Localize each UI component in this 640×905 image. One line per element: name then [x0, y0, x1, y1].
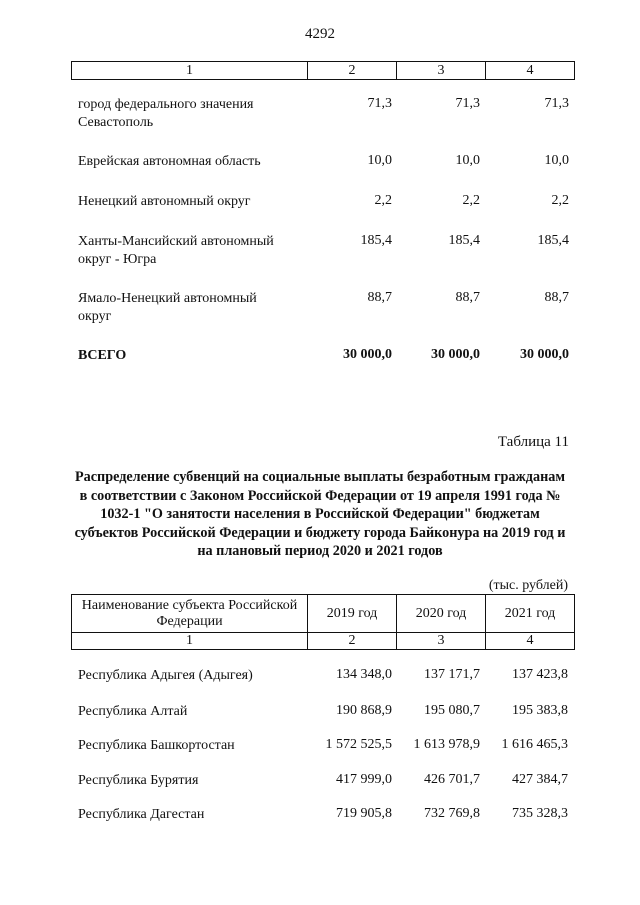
- table1-value-2020: 10,0: [455, 153, 480, 168]
- header-2021: 2021 год: [486, 595, 575, 633]
- col-number-2: 2: [308, 62, 397, 80]
- table-number: Таблица 11: [497, 434, 569, 450]
- table1-value-2021: 10,0: [544, 153, 569, 168]
- table2-row-name: Республика Башкортостан: [78, 738, 235, 753]
- header-subject-name: Наименование субъекта Российской Федерации: [72, 595, 308, 633]
- table2-value-2019: 417 999,0: [336, 772, 392, 787]
- table1-value-2019: 2,2: [374, 193, 392, 208]
- table1-value-2019: 185,4: [360, 233, 392, 248]
- table1-row-name: Еврейская автономная область: [78, 154, 261, 169]
- table2-row-name: Республика Алтай: [78, 704, 188, 719]
- table1-value-2019: 71,3: [367, 96, 392, 111]
- table1-value-2020: 2,2: [462, 193, 480, 208]
- table-title: Распределение субвенций на социальные выплаты безработным гражданам в соответствии с Законом Российской Федерации от 19 апреля 1991 года № 1032-1 "О занятости населения в Российской Федерации" бюджетам субъектов Российской Федерации и бюджету города Байконура на 2019 год и на плановый период 2020 и 2021 годов: [74, 469, 566, 559]
- table1-row-name: Ямало-Ненецкий автономный округ: [78, 291, 257, 324]
- table1-value-2020: 71,3: [455, 96, 480, 111]
- table2-value-2019: 134 348,0: [336, 667, 392, 682]
- table2-value-2021: 195 383,8: [512, 703, 568, 718]
- table1-value-2019: 10,0: [367, 153, 392, 168]
- table2-row-name: Республика Адыгея (Адыгея): [78, 668, 253, 683]
- table2-value-2021: 1 616 465,3: [501, 737, 568, 752]
- units-note: (тыс. рублей): [488, 578, 568, 593]
- table1-total-label: ВСЕГО: [78, 348, 127, 363]
- table1-value-2021: 2,2: [551, 193, 569, 208]
- table1-value-2021: 71,3: [544, 96, 569, 111]
- col-number-4: 4: [486, 62, 575, 80]
- table2-value-2020: 195 080,7: [424, 703, 480, 718]
- table2-value-2020: 426 701,7: [424, 772, 480, 787]
- table1-value-2021: 185,4: [537, 233, 569, 248]
- table1-row-name: город федерального значения Севастополь: [78, 97, 254, 130]
- table2-value-2021: 735 328,3: [512, 806, 568, 821]
- table2-header: [71, 594, 575, 650]
- page-number: 4292: [305, 26, 335, 42]
- table1-row-name: Ненецкий автономный округ: [78, 194, 251, 209]
- table1-value-2021: 88,7: [544, 290, 569, 305]
- col-number-1: 1: [72, 62, 308, 80]
- table1-total-2021: 30 000,0: [520, 347, 569, 362]
- table1-value-2019: 88,7: [367, 290, 392, 305]
- table2-value-2019: 190 868,9: [336, 703, 392, 718]
- table2-value-2020: 137 171,7: [424, 667, 480, 682]
- table1-value-2020: 88,7: [455, 290, 480, 305]
- table2-value-2021: 427 384,7: [512, 772, 568, 787]
- header-2019: 2019 год: [308, 595, 397, 633]
- table2-value-2021: 137 423,8: [512, 667, 568, 682]
- table2-row-name: Республика Бурятия: [78, 773, 199, 788]
- table1-total-2019: 30 000,0: [343, 347, 392, 362]
- col-number-1: 1: [72, 633, 308, 650]
- col-number-2: 2: [308, 633, 397, 650]
- table1-column-numbers: [71, 61, 575, 80]
- header-2020: 2020 год: [397, 595, 486, 633]
- table2-value-2020: 1 613 978,9: [413, 737, 480, 752]
- table1-total-2020: 30 000,0: [431, 347, 480, 362]
- table2-value-2020: 732 769,8: [424, 806, 480, 821]
- table2-row-name: Республика Дагестан: [78, 807, 205, 822]
- table2-value-2019: 1 572 525,5: [325, 737, 392, 752]
- table2-value-2019: 719 905,8: [336, 806, 392, 821]
- table1-value-2020: 185,4: [448, 233, 480, 248]
- col-number-4: 4: [486, 633, 575, 650]
- table1-row-name: Ханты-Мансийский автономный округ - Югра: [78, 234, 274, 267]
- col-number-3: 3: [397, 633, 486, 650]
- col-number-3: 3: [397, 62, 486, 80]
